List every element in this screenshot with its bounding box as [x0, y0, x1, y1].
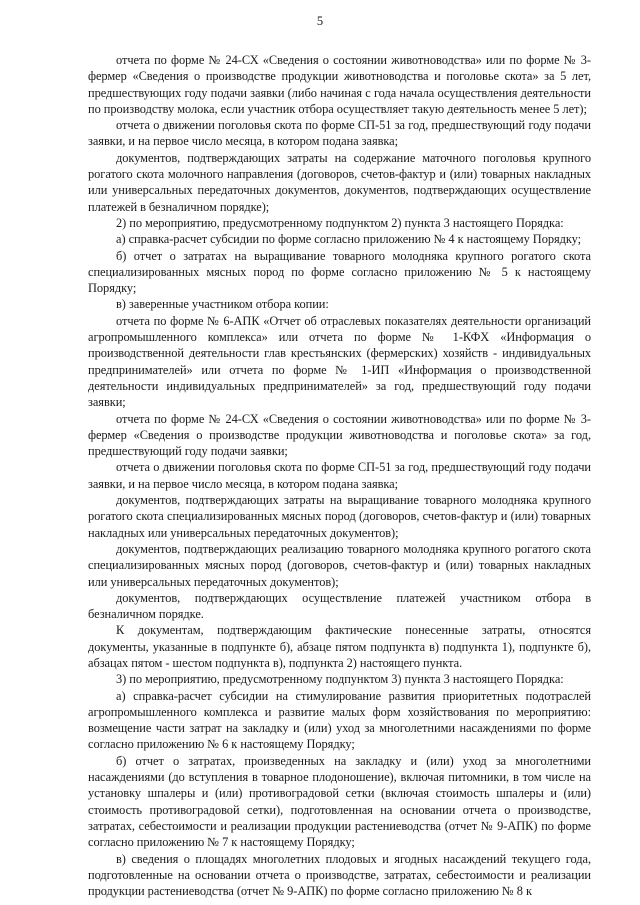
paragraph: отчета по форме № 24-СХ «Сведения о состоянии животноводства» или по форме № 3-фермер «Сведения о производстве продукции животноводства и поголовье скота» за год, предшествующий году подачи заявки;	[88, 411, 591, 459]
paragraph: 3) по мероприятию, предусмотренному подпунктом 3) пункта 3 настоящего Порядка:	[116, 672, 564, 687]
paragraph: отчета по форме № 6-АПК «Отчет об отраслевых показателях деятельности организаций агропромышленного комплекса» или отчета по форме № 1-КФХ «Информация о производственной деятельности глав крестьянских (фермерских) хозяйств - индивидуальных предпринимателей» или отчета по форме № 1-ИП «Информация о производственной деятельности индивидуальных предпринимателей» за год, предшествующий году подачи заявки;	[88, 313, 591, 410]
paragraph: б) отчет о затратах, произведенных на закладку и (или) уход за многолетними насаждениями (до вступления в товарное плодоношение), включая питомники, в том числе на установку шпалеры и (или) противоградовой сетки (включая стоимость шпалеры и (или) стоимость противоградовой сетки), подготовленная на основании отчета о производстве, затратах, себестоимости и реализации продукции растениеводства (отчет № 9-АПК) по форме согласно приложению № 7 к настоящему Порядку;	[88, 753, 591, 850]
paragraph: документов, подтверждающих затраты на содержание маточного поголовья крупного рогатого скота молочного направления (договоров, счетов-фактур и (или) товарных накладных или универсальных передаточных документов, документов, подтверждающих осуществление платежей в безналичном порядке);	[88, 150, 591, 214]
paragraph: б) отчет о затратах на выращивание товарного молодняка крупного рогатого скота специализированных мясных пород по форме согласно приложению № 5 к настоящему Порядку;	[88, 248, 591, 296]
paragraph: отчета по форме № 24-СХ «Сведения о состоянии животноводства» или по форме № 3-фермер «Сведения о производстве продукции животноводства и поголовье скота» за 5 лет, предшествующих году подачи заявки (либо начиная с года начала осуществления деятельности по производству молока, если участник отбора осуществляет такую деятельность менее 5 лет);	[88, 53, 591, 116]
paragraph: документов, подтверждающих затраты на выращивание товарного молодняка крупного рогатого скота специализированных мясных пород (договоров, счетов-фактур и (или) товарных накладных или универсальных передаточных документов);	[88, 493, 591, 540]
document-body	[88, 52, 591, 899]
paragraph: в) заверенные участником отбора копии:	[116, 297, 329, 312]
paragraph: документов, подтверждающих реализацию товарного молодняка крупного рогатого скота специализированных мясных пород (договоров, счетов-фактур и (или) товарных накладных или универсальных передаточных документов);	[88, 541, 591, 589]
paragraph: в) сведения о площадях многолетних плодовых и ягодных насаждений текущего года, подготовленные на основании отчета о производстве, затратах, себестоимости и реализации продукции растениеводства (отчет № 9-АПК) по форме согласно приложению № 8 к	[88, 851, 591, 899]
paragraph: а) справка-расчет субсидии по форме согласно приложению № 4 к настоящему Порядку;	[116, 232, 582, 247]
paragraph: 2) по мероприятию, предусмотренному подпунктом 2) пункта 3 настоящего Порядка:	[116, 215, 564, 230]
paragraph: документов, подтверждающих осуществление платежей участником отбора в безналичном порядке.	[88, 590, 591, 622]
page-number: 5	[316, 14, 324, 28]
paragraph: К документам, подтверждающим фактические понесенные затраты, относятся документы, указанные в подпункте б), абзаце пятом подпункта в) подпункта 1), подпункте б), абзацах пятом - шестом подпункта в), подпункта 2) настоящего пункта.	[88, 623, 591, 670]
paragraph: а) справка-расчет субсидии на стимулирование развития приоритетных подотраслей агропромышленного комплекса и развитие малых форм хозяйствования по мероприятию: возмещение части затрат на закладку и (или) уход за многолетними насаждениями по форме согласно приложению № 6 к настоящему Порядку;	[88, 688, 591, 752]
paragraph: отчета о движении поголовья скота по форме СП-51 за год, предшествующий году подачи заявки, и на первое число месяца, в котором подана заявка;	[88, 118, 591, 149]
paragraph: отчета о движении поголовья скота по форме СП-51 за год, предшествующий году подачи заявки, и на первое число месяца, в котором подана заявка;	[88, 460, 591, 491]
